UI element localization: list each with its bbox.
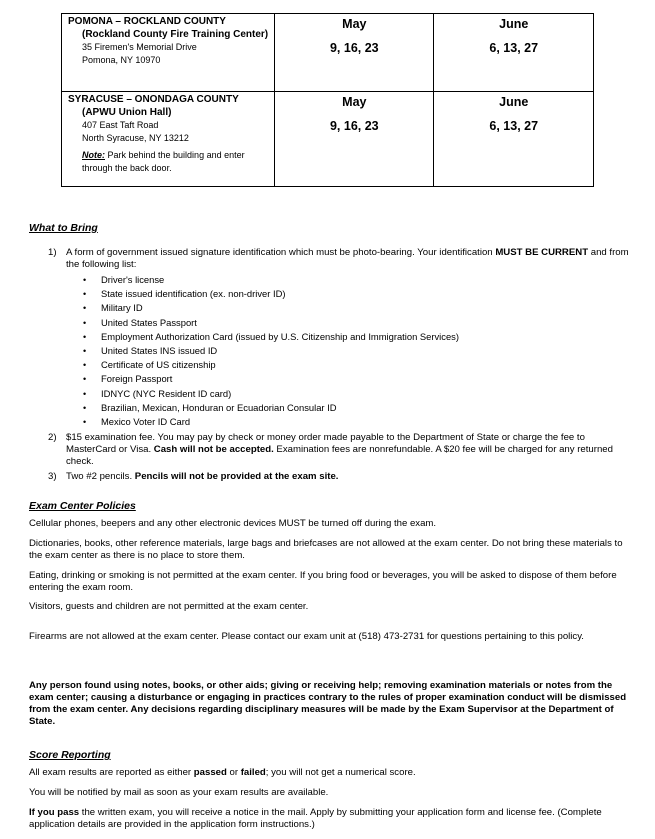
- score-notification: You will be notified by mail as soon as your exam results are available.: [29, 787, 329, 798]
- score-pass-fail: [29, 767, 629, 779]
- item-emphasis: Pencils will not be provided at the exam site.: [134, 471, 339, 482]
- item-text: [66, 432, 633, 468]
- item-emphasis: MUST BE CURRENT: [495, 247, 589, 258]
- schedule-row-pomona: [62, 14, 594, 92]
- item-text-part: $15 examination fee. You may pay by check or money order made payable to the Department of State or charge the fee to MasterCard or Visa.: [66, 432, 585, 455]
- month-label: June: [499, 95, 529, 109]
- month-label: May: [342, 17, 367, 31]
- bring-item-3: [48, 471, 633, 483]
- score-reporting-heading: Score Reporting: [29, 749, 111, 761]
- location-name: SYRACUSE – ONONDAGA COUNTY: [68, 94, 239, 105]
- item-text: [66, 471, 633, 483]
- item-text-part: and from the following list:: [66, 247, 629, 270]
- location-venue: (Rockland County Fire Training Center): [82, 28, 269, 40]
- text-part: ; you will not get a numerical score.: [265, 767, 416, 778]
- list-item: • Employment Authorization Card (issued by U.S. Citizenship and Immigration Services): [83, 330, 459, 344]
- policy-materials: Dictionaries, books, other reference materials, large bags and briefcases are not allowed at the exam center. Do not bring these materials to the exam center as there is no place to store them.: [29, 538, 623, 561]
- month-label: May: [342, 95, 367, 109]
- id-list: [83, 273, 459, 429]
- month2-cell: [434, 92, 594, 187]
- list-item: • Driver's license: [83, 273, 459, 287]
- list-item: • United States Passport: [83, 316, 459, 330]
- policy-visitors: Visitors, guests and children are not permitted at the exam center.: [29, 601, 309, 612]
- location-name: POMONA – ROCKLAND COUNTY: [68, 16, 226, 27]
- list-item: • Mexico Voter ID Card: [83, 415, 459, 429]
- list-item: • IDNYC (NYC Resident ID card): [83, 387, 459, 401]
- location-venue: (APWU Union Hall): [82, 106, 172, 118]
- month1-cell: [275, 14, 434, 92]
- schedule-row-syracuse: [62, 92, 594, 187]
- location-address-line2: North Syracuse, NY 13212: [82, 132, 189, 143]
- bring-item-1: [48, 247, 633, 271]
- note-label: Note:: [82, 150, 105, 160]
- month-label: June: [499, 17, 529, 31]
- item-text-part: A form of government issued signature identification which must be photo-bearing. Your identification: [66, 247, 496, 258]
- policy-firearms: Firearms are not allowed at the exam center. Please contact our exam unit at (518) 473-2731 for questions pertaining to this policy.: [29, 631, 584, 642]
- exam-dates: 9, 16, 23: [329, 41, 379, 55]
- bring-item-2: [48, 432, 633, 468]
- note-text: Park behind the building and enter through the back door.: [82, 150, 245, 173]
- list-item: • United States INS issued ID: [83, 344, 459, 358]
- month2-cell: [434, 14, 594, 92]
- failed-term: failed: [240, 767, 266, 778]
- what-to-bring-heading: What to Bring: [29, 222, 98, 234]
- item-number: 1): [48, 247, 57, 258]
- policy-electronic-devices: Cellular phones, beepers and any other electronic devices MUST be turned off during the exam.: [29, 518, 437, 529]
- item-text-part: Examination fees are nonrefundable. A $20 fee will be charged for any returned check.: [66, 444, 613, 467]
- location-note: [68, 149, 269, 174]
- text-part: All exam results are reported as either: [29, 767, 194, 778]
- exam-dates: 6, 13, 27: [489, 41, 539, 55]
- score-if-pass: [29, 807, 629, 831]
- exam-center-policies-heading: Exam Center Policies: [29, 500, 136, 512]
- item-number: 3): [48, 471, 57, 482]
- item-text: [66, 247, 633, 271]
- list-item: • Certificate of US citizenship: [83, 358, 459, 372]
- exam-schedule-table: [61, 13, 594, 187]
- item-text-part: Two #2 pencils.: [66, 471, 135, 482]
- list-item: • Brazilian, Mexican, Honduran or Ecuadorian Consular ID: [83, 401, 459, 415]
- location-address-line1: 35 Firemen's Memorial Drive: [82, 42, 197, 52]
- exam-dates: 9, 16, 23: [329, 119, 379, 133]
- text-part: the written exam, you will receive a notice in the mail. Apply by submitting your application form and license fee. (Complete application details are provided in the application form instructions.): [29, 807, 602, 830]
- policy-food: Eating, drinking or smoking is not permitted at the exam center. If you bring food or beverages, you will be asked to dispose of them before entering the exam room.: [29, 570, 617, 593]
- policy-dismissal: Any person found using notes, books, or other aids; giving or receiving help; removing examination materials or notes from the exam center; causing a disturbance or engaging in practices contrary to the rules of proper examination conduct will be dismissed from the exam center. Any decisions regarding disciplinary measures will be made by the Exam Supervisor at the Department of State.: [29, 680, 627, 727]
- item-number: 2): [48, 432, 57, 443]
- location-cell: [62, 14, 275, 92]
- if-pass-term: If you pass: [29, 807, 80, 818]
- item-emphasis: Cash will not be accepted.: [153, 444, 274, 455]
- text-part: or: [226, 767, 241, 778]
- location-address-line2: Pomona, NY 10970: [82, 54, 161, 65]
- list-item: • Foreign Passport: [83, 372, 459, 386]
- exam-dates: 6, 13, 27: [489, 119, 539, 133]
- list-item: • State issued identification (ex. non-driver ID): [83, 287, 459, 301]
- month1-cell: [275, 92, 434, 187]
- passed-term: passed: [193, 767, 227, 778]
- list-item: • Military ID: [83, 301, 459, 315]
- location-address-line1: 407 East Taft Road: [82, 120, 159, 130]
- location-cell: [62, 92, 275, 187]
